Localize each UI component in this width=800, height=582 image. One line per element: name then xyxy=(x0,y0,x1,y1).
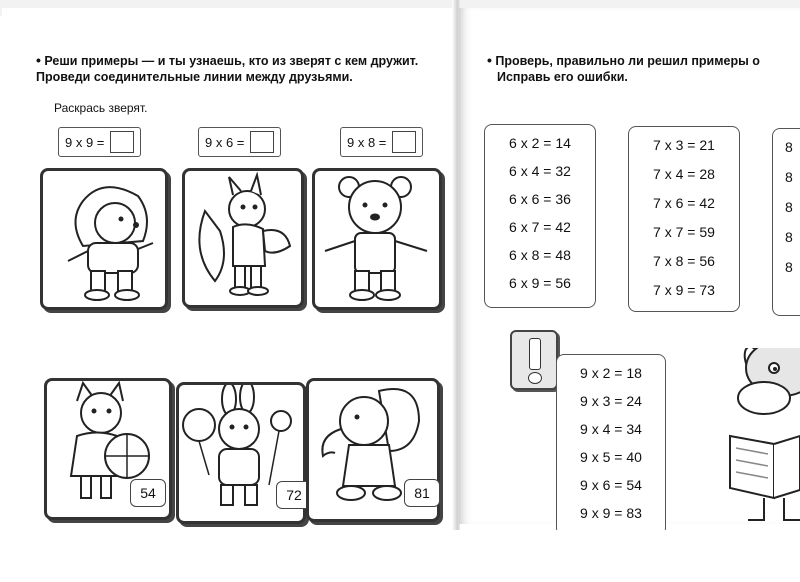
equation-box-2 xyxy=(198,127,281,157)
answer-tag-1: 54 xyxy=(130,479,166,507)
bullet-icon: • xyxy=(36,52,41,68)
equation-row: 7 x 6 = 42 xyxy=(653,195,715,211)
exclamation-dot xyxy=(528,372,542,384)
answer-box-2[interactable] xyxy=(250,131,274,153)
card-times-seven xyxy=(628,126,740,312)
equation-text-1: 9 x 9 = xyxy=(65,134,105,150)
bullet-icon: • xyxy=(487,52,492,68)
left-instruction-text: Реши примеры — и ты узнаешь, кто из зверят с кем дружит. Проведи соединительные линии между друзьями. xyxy=(36,54,419,84)
hedgehog-picture xyxy=(40,168,168,310)
exclamation-bar xyxy=(529,338,541,370)
equation-row: 8 xyxy=(785,199,793,215)
bear-icon xyxy=(315,171,439,307)
equation-row: 8 xyxy=(785,229,793,245)
equation-row: 8 xyxy=(785,259,793,275)
answer-box-1[interactable] xyxy=(110,131,134,153)
hedgehog-icon xyxy=(43,171,165,307)
donkey-reading-icon xyxy=(724,348,800,528)
equation-row: 6 x 9 = 56 xyxy=(509,275,571,291)
squirrel-icon xyxy=(185,171,301,305)
equation-row: 6 x 4 = 32 xyxy=(509,163,571,179)
equation-row: 7 x 3 = 21 xyxy=(653,137,715,153)
equation-row: 8 xyxy=(785,139,793,155)
equation-box-3 xyxy=(340,127,423,157)
scan-bottom-band xyxy=(0,530,800,582)
card-times-six xyxy=(484,124,596,308)
equation-row: 9 x 4 = 34 xyxy=(580,421,642,437)
equation-row: 7 x 7 = 59 xyxy=(653,224,715,240)
card-times-eight-partial xyxy=(772,128,800,316)
equation-row: 7 x 8 = 56 xyxy=(653,253,715,269)
equation-row: 8 xyxy=(785,169,793,185)
equation-row: 6 x 7 = 42 xyxy=(509,219,571,235)
left-instruction xyxy=(36,52,441,85)
equation-row: 6 x 6 = 36 xyxy=(509,191,571,207)
bear-picture xyxy=(312,168,442,310)
right-instruction-line2: Исправь его ошибки. xyxy=(497,70,628,84)
equation-row: 9 x 6 = 54 xyxy=(580,477,642,493)
right-instruction-line1: Проверь, правильно ли решил примеры о xyxy=(495,54,760,68)
equation-text-3: 9 x 8 = xyxy=(347,134,387,150)
equation-row: 9 x 9 = 83 xyxy=(580,505,642,521)
equation-row: 9 x 2 = 18 xyxy=(580,365,642,381)
equation-row: 7 x 4 = 28 xyxy=(653,166,715,182)
left-subinstruction: Раскрась зверят. xyxy=(54,101,148,115)
card-times-nine xyxy=(556,354,666,536)
answer-tag-3: 81 xyxy=(404,479,440,507)
equation-row: 6 x 8 = 48 xyxy=(509,247,571,263)
equation-row: 9 x 3 = 24 xyxy=(580,393,642,409)
answer-tag-2: 72 xyxy=(276,481,312,509)
answer-box-3[interactable] xyxy=(392,131,416,153)
right-instruction xyxy=(487,52,800,85)
equation-row: 9 x 5 = 40 xyxy=(580,449,642,465)
squirrel-picture xyxy=(182,168,304,308)
equation-row: 6 x 2 = 14 xyxy=(509,135,571,151)
equation-text-2: 9 x 6 = xyxy=(205,134,245,150)
equation-box-1 xyxy=(58,127,141,157)
exclamation-icon xyxy=(510,330,558,390)
equation-row: 7 x 9 = 73 xyxy=(653,282,715,298)
